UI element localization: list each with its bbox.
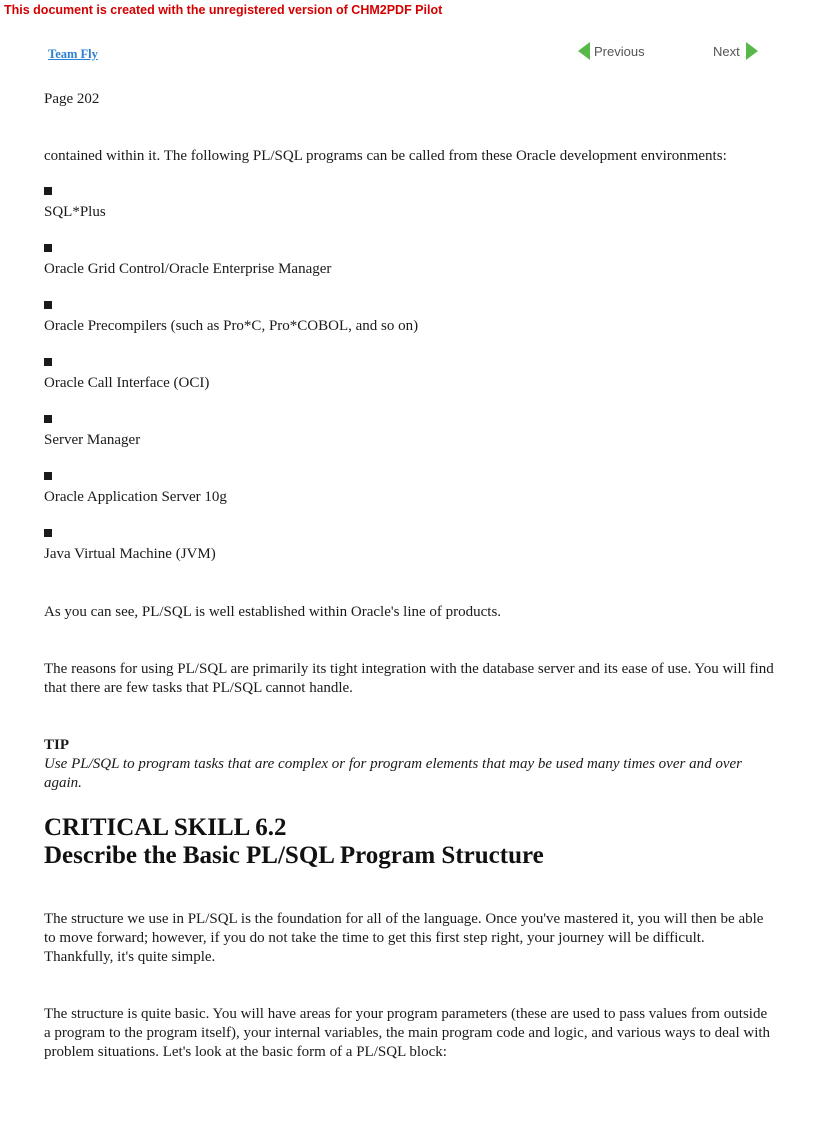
tip-box (44, 736, 774, 793)
list-item (44, 358, 774, 393)
list-item-text: Server Manager (44, 432, 141, 448)
previous-label: Previous (594, 43, 645, 59)
paragraph-basic-form: The structure is quite basic. You will have areas for your program parameters (these are used to pass values from outside a program to the program itself), your internal variables, the main program code and logic, and various ways to deal with problem situations. Let's look at the basic form of a PL/SQL block: (44, 1006, 771, 1060)
paragraph-structure: The structure we use in PL/SQL is the foundation for all of the language. Once you've mastered it, you will then be able to move forward; however, if you do not take the time to get this first step right, your journey will be difficult. Thankfully, it's quite simple. (44, 911, 764, 965)
section-heading (44, 814, 544, 870)
list-item (44, 472, 774, 507)
list-item-text: Java Virtual Machine (JVM) (44, 546, 216, 562)
paragraph-reasons: The reasons for using PL/SQL are primarily its tight integration with the database server and its ease of use. You will find that there are few tasks that PL/SQL cannot handle. (44, 661, 774, 696)
paragraph-products: As you can see, PL/SQL is well established within Oracle's line of products. (44, 604, 502, 620)
arrow-right-icon (746, 42, 758, 60)
section-heading-line1: CRITICAL SKILL 6.2 (44, 814, 287, 841)
team-fly-link[interactable]: Team Fly (48, 47, 98, 61)
list-item (44, 187, 774, 222)
watermark-banner: This document is created with the unregistered version of CHM2PDF Pilot (4, 3, 443, 17)
intro-paragraph: contained within it. The following PL/SQL programs can be called from these Oracle development environments: (44, 148, 727, 164)
list-item (44, 529, 774, 564)
next-button[interactable] (713, 40, 758, 62)
bullet-icon (44, 187, 52, 195)
tip-title: TIP (44, 737, 70, 753)
bullet-icon (44, 472, 52, 480)
list-item-text: Oracle Call Interface (OCI) (44, 375, 210, 391)
list-item (44, 301, 774, 336)
previous-button[interactable] (578, 40, 645, 62)
list-item-text: Oracle Application Server 10g (44, 489, 227, 505)
bullet-icon (44, 358, 52, 366)
tip-body: Use PL/SQL to program tasks that are complex or for program elements that may be used many times over and over again. (44, 756, 742, 791)
section-heading-line2: Describe the Basic PL/SQL Program Structure (44, 842, 544, 869)
list-item (44, 244, 774, 279)
arrow-left-icon (578, 42, 590, 60)
next-label: Next (713, 43, 740, 59)
bullet-icon (44, 529, 52, 537)
list-item (44, 415, 774, 450)
page-number: Page 202 (44, 91, 100, 107)
bullet-icon (44, 244, 52, 252)
list-item-text: Oracle Precompilers (such as Pro*C, Pro*COBOL, and so on) (44, 318, 419, 334)
bullet-icon (44, 301, 52, 309)
bullet-icon (44, 415, 52, 423)
list-item-text: Oracle Grid Control/Oracle Enterprise Manager (44, 261, 332, 277)
list-item-text: SQL*Plus (44, 204, 106, 220)
